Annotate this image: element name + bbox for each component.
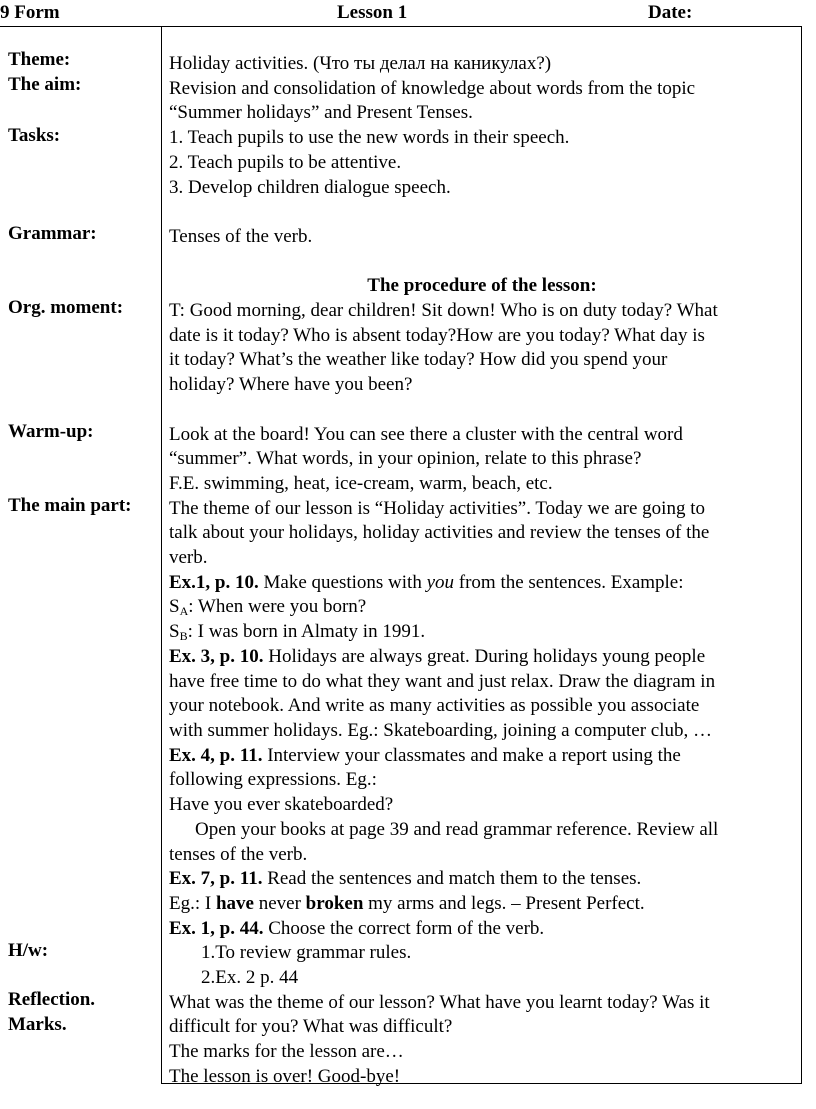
org-line: date is it today? Who is absent today?How are you today? What day is bbox=[169, 324, 705, 346]
open-books-line: Open your books at page 39 and read grammar reference. Review all bbox=[195, 818, 719, 840]
form-label: 9 Form bbox=[0, 2, 60, 23]
exercise-4-line: following expressions. Eg.: bbox=[169, 769, 377, 791]
label-grammar: Grammar: bbox=[8, 223, 97, 244]
label-reflection: Reflection. bbox=[8, 989, 96, 1010]
label-main-part: The main part: bbox=[8, 495, 132, 516]
exercise-3-line: have free time to do what they want and just relax. Draw the diagram in bbox=[169, 670, 716, 692]
exercise-3-line: with summer holidays. Eg.: Skateboarding, joining a computer club, … bbox=[169, 719, 712, 741]
exercise-ref: Ex. 1, p. 44. bbox=[169, 917, 264, 939]
label-tasks: Tasks: bbox=[8, 125, 61, 146]
task-item: 3. Develop children dialogue speech. bbox=[169, 176, 451, 198]
table-right-border bbox=[801, 26, 802, 1084]
aim-line: “Summer holidays” and Present Tenses. bbox=[169, 102, 473, 124]
org-line: T: Good morning, dear children! Sit down! Who is on duty today? What bbox=[169, 300, 718, 322]
exercise-ref: Ex. 7, p. 11. bbox=[169, 868, 263, 890]
label-org-moment: Org. moment: bbox=[8, 297, 124, 318]
column-divider bbox=[161, 26, 162, 1084]
reflection-line: The marks for the lesson are… bbox=[169, 1041, 404, 1063]
example-line: Eg.: I have never broken my arms and legs. – Present Perfect. bbox=[169, 892, 645, 914]
dialogue-line-b: $S_B$: I was born in Almaty in 1991. bbox=[169, 621, 426, 644]
aim-line: Revision and consolidation of knowledge about words from the topic bbox=[169, 77, 696, 99]
exercise-3-line: Ex. 3, p. 10. Holidays are always great. During holidays young people bbox=[169, 645, 706, 667]
exercise-1b-line: Ex. 1, p. 44. Choose the correct form of the verb. bbox=[169, 917, 545, 939]
exercise-1-line: Ex.1, p. 10. Make questions with you from the sentences. Example: bbox=[169, 571, 684, 593]
theme-text: Holiday activities. (Что ты делал на каникулах?) bbox=[169, 53, 552, 74]
page-header bbox=[0, 1, 816, 27]
exercise-7-line: Ex. 7, p. 11. Read the sentences and match them to the tenses. bbox=[169, 868, 642, 890]
table-top-border bbox=[0, 26, 802, 27]
exercise-ref: Ex. 3, p. 10. bbox=[169, 645, 264, 667]
date-label: Date: bbox=[648, 2, 693, 23]
org-line: it today? What’s the weather like today? How did you spend your bbox=[169, 349, 668, 371]
warm-line: Look at the board! You can see there a cluster with the central word bbox=[169, 423, 683, 445]
reflection-line: difficult for you? What was difficult? bbox=[169, 1016, 453, 1038]
exercise-4-line: Have you ever skateboarded? bbox=[169, 794, 394, 816]
main-line: verb. bbox=[169, 547, 208, 569]
task-item: 1. Teach pupils to use the new words in their speech. bbox=[169, 127, 570, 149]
lesson-label: Lesson 1 bbox=[337, 2, 408, 23]
reflection-line: The lesson is over! Good-bye! bbox=[169, 1065, 401, 1087]
emphasis-you: you bbox=[426, 571, 455, 593]
label-aim: The aim: bbox=[8, 74, 82, 95]
grammar-text: Tenses of the verb. bbox=[169, 225, 313, 247]
org-line: holiday? Where have you been? bbox=[169, 374, 413, 396]
label-marks: Marks. bbox=[8, 1014, 67, 1035]
label-hw: H/w: bbox=[8, 940, 49, 961]
label-warm-up: Warm-up: bbox=[8, 421, 94, 442]
main-line: talk about your holidays, holiday activities and review the tenses of the bbox=[169, 522, 710, 544]
open-books-line: tenses of the verb. bbox=[169, 843, 308, 865]
lesson-content bbox=[169, 52, 795, 1090]
exercise-ref: Ex. 4, p. 11. bbox=[169, 744, 263, 766]
label-theme: Theme: bbox=[8, 49, 71, 70]
hw-item: 1.To review grammar rules. bbox=[201, 942, 412, 964]
warm-line: F.E. swimming, heat, ice-cream, warm, beach, etc. bbox=[169, 472, 553, 494]
main-line: The theme of our lesson is “Holiday activities”. Today we are going to bbox=[169, 497, 705, 519]
task-item: 2. Teach pupils to be attentive. bbox=[169, 151, 402, 173]
procedure-title: The procedure of the lesson: bbox=[367, 275, 597, 297]
warm-line: “summer”. What words, in your opinion, relate to this phrase? bbox=[169, 448, 642, 470]
hw-item: 2.Ex. 2 p. 44 bbox=[201, 967, 299, 989]
exercise-4-line: Ex. 4, p. 11. Interview your classmates and make a report using the bbox=[169, 744, 681, 766]
dialogue-line-a: $S_A$: When were you born? bbox=[169, 596, 367, 619]
exercise-ref: Ex.1, p. 10. bbox=[169, 571, 259, 593]
reflection-line: What was the theme of our lesson? What have you learnt today? Was it bbox=[169, 991, 710, 1013]
exercise-3-line: your notebook. And write as many activities as possible you associate bbox=[169, 695, 700, 717]
